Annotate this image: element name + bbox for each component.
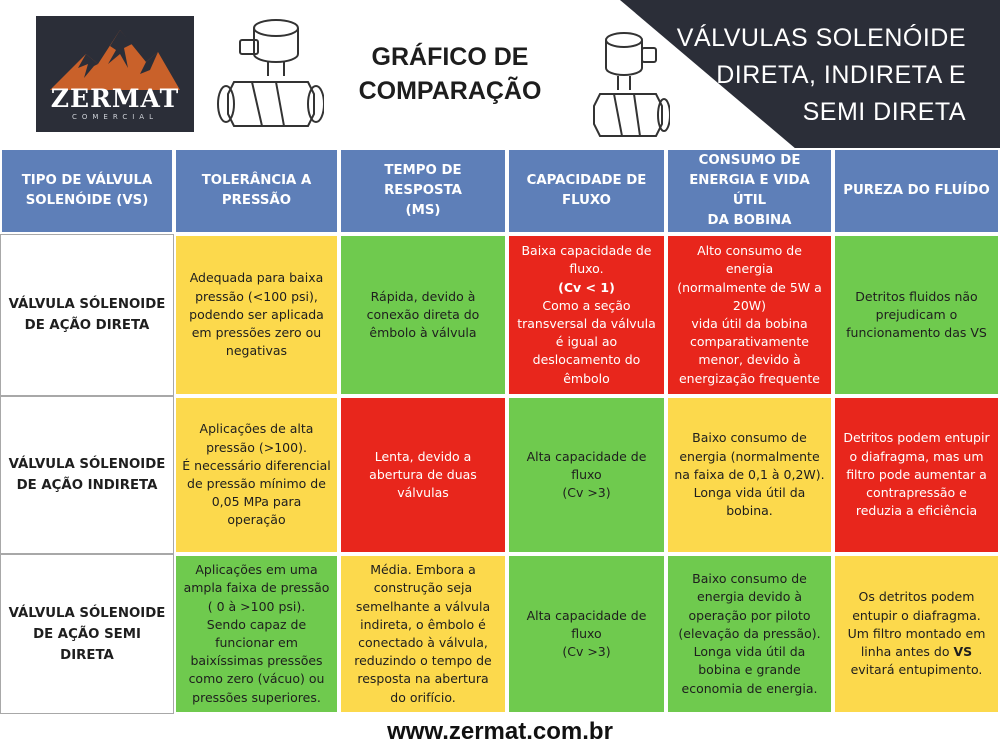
- subject-title-line: DIRETA, INDIRETA E: [716, 61, 966, 89]
- column-header-line: DA BOBINA: [707, 213, 792, 228]
- cell-text-line: [677, 279, 822, 297]
- cell-text-line: [848, 607, 986, 625]
- cell-text: entupir o diafragma.: [852, 607, 981, 623]
- cell-text-line: [677, 242, 822, 260]
- cell-text-line: [677, 297, 822, 315]
- table-cell: [833, 396, 1000, 554]
- cell-text-line: [674, 448, 824, 466]
- cell-text-line: [527, 625, 647, 643]
- cell-text-line: [189, 288, 324, 306]
- cell-text: bobina e grande: [698, 662, 801, 678]
- cell-text: linha antes do: [860, 644, 954, 660]
- comparison-table: [0, 148, 1000, 718]
- cell-text: válvulas: [397, 485, 449, 501]
- column-header-line: (MS): [405, 203, 441, 218]
- table-cell: [174, 396, 339, 554]
- cell-text-line: [369, 484, 477, 502]
- cell-text: (normalmente de 5W a: [677, 279, 822, 295]
- cell-text-line: [527, 448, 647, 466]
- row-label: [0, 396, 174, 554]
- logo-name: ZERMAT: [50, 84, 180, 113]
- cell-text: Rápida, devido à: [370, 288, 476, 304]
- subject-title-line: VÁLVULAS SOLENÓIDE: [676, 24, 966, 52]
- cell-text: êmbolo: [563, 370, 610, 386]
- cell-text: fluxo: [571, 466, 602, 482]
- cell-text-line: [189, 306, 324, 324]
- table-cell: [507, 554, 666, 714]
- cell-text: conexão direta do: [366, 306, 480, 322]
- cell-text: Alta capacidade de: [526, 607, 647, 623]
- cell-text-line: [677, 333, 822, 351]
- column-header-line: SOLENÓIDE (VS): [25, 193, 149, 208]
- cell-text-line: [354, 634, 492, 652]
- cell-text: Os detritos podem: [858, 589, 975, 605]
- cell-text: vida útil da bobina: [691, 316, 808, 331]
- column-header-line: TIPO DE VÁLVULA: [21, 173, 153, 188]
- row-label: [0, 554, 174, 714]
- cell-text-line: [678, 643, 820, 661]
- cell-text: resposta na abertura: [357, 671, 489, 687]
- cell-text-line: [354, 670, 492, 688]
- cell-text: filtro pode aumentar a: [846, 466, 987, 482]
- cell-text: indireta, o êmbolo é: [360, 616, 486, 632]
- cell-text: semelhante a válvula: [355, 598, 491, 614]
- cell-text: pressão (>100).: [206, 439, 307, 455]
- zermat-logo: [36, 16, 194, 132]
- cell-text-line: [848, 588, 986, 606]
- cell-text: reduzindo o tempo de: [354, 653, 492, 669]
- cell-text-line: [843, 466, 989, 484]
- cell-text: ampla faixa de pressão: [183, 580, 330, 596]
- table-cell: [174, 234, 339, 396]
- cell-text: Baixo consumo de: [692, 571, 807, 587]
- cell-text: abertura de duas: [369, 466, 477, 482]
- cell-text-line: [184, 579, 330, 597]
- cell-text-line: [367, 324, 480, 342]
- column-header: [339, 148, 507, 234]
- table-cell: [666, 554, 833, 714]
- cell-text-line: [354, 579, 492, 597]
- cell-text-line: [517, 260, 656, 278]
- cell-text-line: [527, 607, 647, 625]
- cell-text-line: [184, 634, 330, 652]
- cell-text-line: [678, 680, 820, 698]
- subject-title-line: SEMI DIRETA: [802, 98, 966, 126]
- cell-text-line: [517, 297, 656, 315]
- column-header: [0, 148, 174, 234]
- cell-text-line: [367, 288, 480, 306]
- cell-text-line: [846, 306, 987, 324]
- cell-text: (Cv >3): [562, 485, 611, 501]
- cell-text-line: [846, 288, 987, 306]
- cell-text: 20W): [732, 297, 767, 313]
- cell-text-line: [184, 689, 330, 707]
- cell-text: baixíssimas pressões: [190, 653, 323, 669]
- row-label-line: VÁLVULA SÓLENOIDE: [8, 297, 166, 312]
- page-header: [0, 0, 1000, 148]
- cell-text: Detritos podem entupir: [843, 430, 990, 446]
- cell-text: menor, devido à: [698, 352, 801, 368]
- cell-text: Adequada para baixa: [189, 270, 324, 286]
- table-cell: [339, 234, 507, 396]
- cell-text-line: [517, 370, 656, 388]
- cell-text-line: [184, 652, 330, 670]
- row-label-line: DE AÇÃO INDIRETA: [16, 478, 158, 493]
- cell-text-line: [182, 511, 330, 529]
- cell-text-line: [677, 370, 822, 388]
- cell-text: deslocamento do: [532, 352, 641, 368]
- cell-text-line: [182, 439, 330, 457]
- cell-text-line: [354, 689, 492, 707]
- column-header: [666, 148, 833, 234]
- cell-text: Aplicações de alta: [199, 421, 314, 437]
- cell-text-line: [182, 420, 330, 438]
- column-header-line: PUREZA DO FLUÍDO: [843, 183, 990, 198]
- cell-text: Longa vida útil da: [693, 485, 806, 501]
- cell-text-line: [848, 643, 986, 661]
- cell-text: ( 0 à >100 psi).: [207, 598, 306, 614]
- cell-text: contrapressão e: [866, 485, 967, 501]
- cell-text: Baixo consumo de: [692, 430, 807, 446]
- column-header-line: ENERGIA E VIDA ÚTIL: [689, 173, 810, 208]
- cell-text-line: [517, 351, 656, 369]
- chart-title-line: COMPARAÇÃO: [358, 77, 542, 105]
- cell-text-line: [527, 466, 647, 484]
- cell-text-line: [354, 561, 492, 579]
- cell-text-line: [184, 561, 330, 579]
- column-header-line: FLUXO: [562, 193, 611, 208]
- cell-text: Alta capacidade de: [526, 448, 647, 464]
- cell-text-line: [354, 616, 492, 634]
- cell-text: bobina.: [726, 503, 773, 519]
- cell-text: Detritos fluidos não: [855, 288, 978, 304]
- table-cell: [507, 396, 666, 554]
- cell-text: energia: [725, 261, 774, 277]
- column-header-line: PRESSÃO: [221, 193, 292, 208]
- table-cell: [833, 554, 1000, 714]
- cell-text-line: [678, 570, 820, 588]
- cell-text: energização frequente: [678, 370, 820, 386]
- cell-text: em pressões zero ou: [191, 325, 322, 341]
- cell-text-line: [184, 616, 330, 634]
- cell-text-line: [517, 315, 656, 333]
- cell-text: Alto consumo de: [697, 243, 802, 259]
- cell-text-line: [527, 643, 647, 661]
- cell-text: 0,05 MPa para: [211, 494, 302, 510]
- cell-text-line: [369, 466, 477, 484]
- cell-text: na faixa de 0,1 à 0,2W).: [674, 466, 825, 482]
- cell-text: construção seja: [373, 580, 473, 596]
- cell-text: é igual ao: [555, 334, 618, 350]
- cell-text: Sendo capaz de: [206, 616, 307, 632]
- cell-text: Como a seção: [542, 297, 631, 313]
- column-header: [833, 148, 1000, 234]
- column-header-line: TEMPO DE RESPOSTA: [384, 163, 462, 198]
- cell-text-line: [677, 260, 822, 278]
- cell-text-line: [184, 670, 330, 688]
- cell-text-line: [189, 269, 324, 287]
- cell-text: (Cv >3): [562, 644, 611, 660]
- cell-text-line: [677, 315, 822, 333]
- cell-text-line: [674, 484, 824, 502]
- cell-text: Lenta, devido a: [374, 448, 472, 464]
- cell-text-line: [678, 625, 820, 643]
- cell-text: (Cv < 1): [558, 279, 615, 295]
- cell-text: fluxo.: [569, 261, 604, 277]
- cell-text-line: [517, 333, 656, 351]
- cell-text: reduzia a eficiência: [855, 503, 978, 519]
- solenoid-valve-icon: [212, 10, 324, 134]
- row-label-line: DE AÇÃO DIRETA: [24, 318, 150, 333]
- cell-text: do orifício.: [390, 689, 456, 705]
- chart-title: [330, 40, 570, 108]
- cell-text-line: [677, 351, 822, 369]
- cell-text-line: [182, 457, 330, 475]
- row-label-line: VÁLVULA SÓLENOIDE: [8, 457, 166, 472]
- column-header-line: TOLERÂNCIA A: [201, 173, 312, 188]
- cell-text-line: [843, 484, 989, 502]
- cell-text-line: [189, 324, 324, 342]
- cell-text-line: [527, 484, 647, 502]
- cell-text-line: [189, 342, 324, 360]
- cell-text-line: [182, 493, 330, 511]
- cell-text: Longa vida útil da: [693, 644, 806, 660]
- row-label-line: DIRETA: [60, 647, 114, 663]
- cell-text-line: [674, 502, 824, 520]
- cell-text: evitará entupimento.: [850, 662, 983, 678]
- cell-bold-text: VS: [953, 644, 973, 660]
- cell-text-line: [843, 502, 989, 520]
- cell-text-line: [674, 466, 824, 484]
- cell-text-line: [354, 652, 492, 670]
- cell-text-line: [367, 306, 480, 324]
- table-cell: [666, 396, 833, 554]
- cell-text-line: [848, 661, 986, 679]
- cell-text: conectado à válvula,: [358, 635, 488, 650]
- cell-text: energia devido à: [697, 589, 802, 605]
- cell-text-line: [674, 429, 824, 447]
- cell-text: Baixa capacidade de: [521, 243, 652, 259]
- column-header: [507, 148, 666, 234]
- cell-text: comparativamente: [690, 334, 809, 350]
- table-cell: [833, 234, 1000, 396]
- cell-text-line: [354, 598, 492, 616]
- chart-title-line: GRÁFICO DE: [371, 43, 529, 71]
- cell-text-line: [517, 279, 656, 297]
- cell-text-line: [843, 429, 989, 447]
- cell-text: pressão (<100 psi),: [195, 288, 318, 304]
- cell-text: (elevação da pressão).: [678, 625, 821, 641]
- table-cell: [507, 234, 666, 396]
- cell-text: É necessário diferencial: [182, 457, 331, 473]
- table-cell: [666, 234, 833, 396]
- column-header-line: CONSUMO DE: [698, 153, 801, 168]
- row-label-line: DE AÇÃO SEMI: [33, 626, 141, 642]
- page-subject-title: [646, 20, 966, 131]
- cell-text: de pressão mínimo de: [187, 476, 326, 491]
- column-header-line: CAPACIDADE DE: [526, 173, 647, 188]
- cell-text: funcionamento das VS: [846, 325, 987, 341]
- column-header: [174, 148, 339, 234]
- cell-text: operação por piloto: [688, 607, 811, 623]
- cell-text: como zero (vácuo) ou: [188, 671, 325, 687]
- logo-subtitle: COMERCIAL: [71, 113, 158, 121]
- cell-text-line: [369, 448, 477, 466]
- row-label: [0, 234, 174, 396]
- cell-text: Média. Embora a: [370, 562, 476, 578]
- cell-text-line: [517, 242, 656, 260]
- cell-text-line: [678, 607, 820, 625]
- cell-text-line: [848, 625, 986, 643]
- cell-text: economia de energia.: [681, 680, 818, 696]
- table-cell: [339, 396, 507, 554]
- cell-text-line: [678, 661, 820, 679]
- cell-text: êmbolo à válvula: [369, 325, 477, 341]
- cell-text: operação: [227, 512, 286, 528]
- cell-text-line: [184, 598, 330, 616]
- cell-text: Aplicações em uma: [195, 562, 318, 578]
- cell-text: fluxo: [571, 625, 602, 641]
- cell-text-line: [846, 324, 987, 342]
- cell-text: o diafragma, mas um: [849, 448, 984, 464]
- row-label-line: VÁLVULA SÓLENOIDE: [8, 605, 166, 621]
- cell-text: energia (normalmente: [679, 448, 820, 464]
- table-cell: [174, 554, 339, 714]
- cell-text: prejudicam o: [875, 306, 958, 322]
- cell-text: transversal da válvula: [517, 316, 656, 331]
- cell-text: Um filtro montado em: [847, 625, 986, 641]
- cell-text-line: [678, 588, 820, 606]
- table-cell: [339, 554, 507, 714]
- cell-text: negativas: [225, 343, 288, 359]
- cell-text: podendo ser aplicada: [189, 306, 324, 322]
- cell-text: pressões superiores.: [192, 689, 321, 705]
- cell-text-line: [182, 475, 330, 493]
- cell-text-line: [843, 448, 989, 466]
- website-url[interactable]: www.zermat.com.br: [387, 718, 613, 745]
- cell-text: funcionar em: [215, 635, 298, 650]
